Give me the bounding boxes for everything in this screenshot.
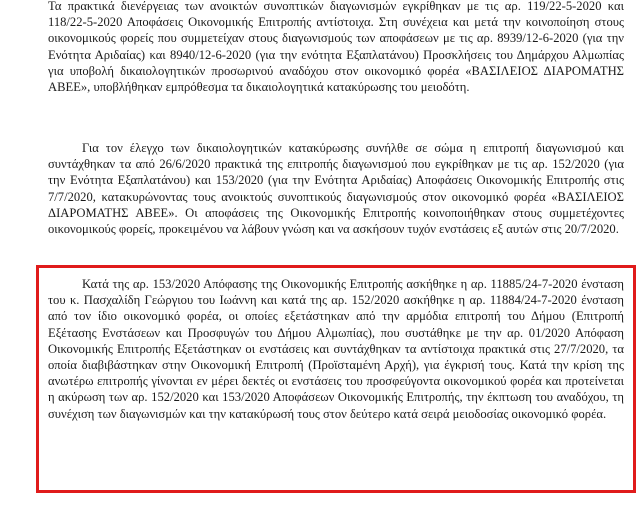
paragraph-2: Για τον έλεγχο των δικαιολογητικών κατακύρωσης συνήλθε σε σώμα η επιτροπή διαγωνισμού και συντάχθηκαν τα από 26/6/2020 πρακτικά της επιτροπής διαγωνισμού που εγκρίθηκαν με τις αρ. 152/2020 (για την Ενότητα Εξαπλατάνου) και 153/2020 (για την Ενότητα Αριδαίας) Αποφάσεις Οικονομικής Επιτροπής στις 7/7/2020, κατακυρώνοντας τους ανοικτούς συνοπτικούς διαγωνισμούς στον οικονομικό φορέα «ΒΑΣΙΛΕΙΟΣ ΔΙΑΡΟΜΑΤΗΣ ΑΒΕΕ». Οι αποφάσεις της Οικονομικής Επιτροπής κοινοποιήθηκαν στους συμμετέχοντες οικονομικούς φορείς, προκειμένου να λάβουν γνώση και να ασκήσουν τυχόν ενστάσεις εξ αυτών στις 20/7/2020.: [48, 141, 624, 237]
paragraph-3-highlighted: Κατά της αρ. 153/2020 Απόφασης της Οικονομικής Επιτροπής ασκήθηκε η αρ. 11885/24-7-2020 ένσταση του κ. Πασχαλίδη Γεώργιου του Ιωάννη και κατά της αρ. 152/2020 ασκήθηκε η αρ. 11884/24-7-2020 ένσταση από τον ίδιο οικονομικό φορέα, οι οποίες εξετάστηκαν από την αρμόδια επιτροπή του Δήμου (Επιτροπή Εξέτασης Ενστάσεων και Προσφυγών του Δήμου Αλμωπίας), που συστάθηκε με την αρ. 01/2020 Απόφαση Οικονομικής Επιτροπής Εξετάστηκαν οι ενστάσεις και συντάχθηκαν τα αντίστοιχα πρακτικά στις 27/7/2020, τα οποία διαβιβάστηκαν στην Οικονομική Επιτροπή (Προϊσταμένη Αρχή), για έγκρισή τους. Κατά την κρίση της ανωτέρω επιτροπής γίνονται εν μέρει δεκτές οι ενστάσεις του προσφεύγοντα οικονομικού φορέα και προτείνεται η ακύρωση των αρ. 152/2020 και 153/2020 Αποφάσεων Οικονομικής Επιτροπής, την έκπτωση του αναδόχου, τη συνέχιση των διαγωνισμών και την κατακύρωσή τους στον δεύτερο κατά σειρά μειοδοσίας οικονομικό φορέα.: [48, 277, 624, 421]
paragraph-1: Τα πρακτικά διενέργειας των ανοικτών συνοπτικών διαγωνισμών εγκρίθηκαν με τις αρ. 119/22-5-2020 και 118/22-5-2020 Αποφάσεις Οικονομικής Επιτροπής αντίστοιχα. Στη συνέχεια και μετά την κοινοποίηση στους οικονομικούς φορείς που συμμετείχαν στους διαγωνισμούς των αποφάσεων με τις αρ. 8939/12-6-2020 (για την Ενότητα Αριδαίας) και 8940/12-6-2020 (για την ενότητα Εξαπλατάνου) Προσκλήσεις του Δημάρχου Αλμωπίας για υποβολή δικαιολογητικών προσωρινού αναδόχου στον οικονομικό φορέα «ΒΑΣΙΛΕΙΟΣ ΔΙΑΡΟΜΑΤΗΣ ΑΒΕΕ», υποβλήθηκαν εμπρόθεσμα τα δικαιολογητικά κατακύρωσης του μειοδότη.: [48, 0, 624, 95]
